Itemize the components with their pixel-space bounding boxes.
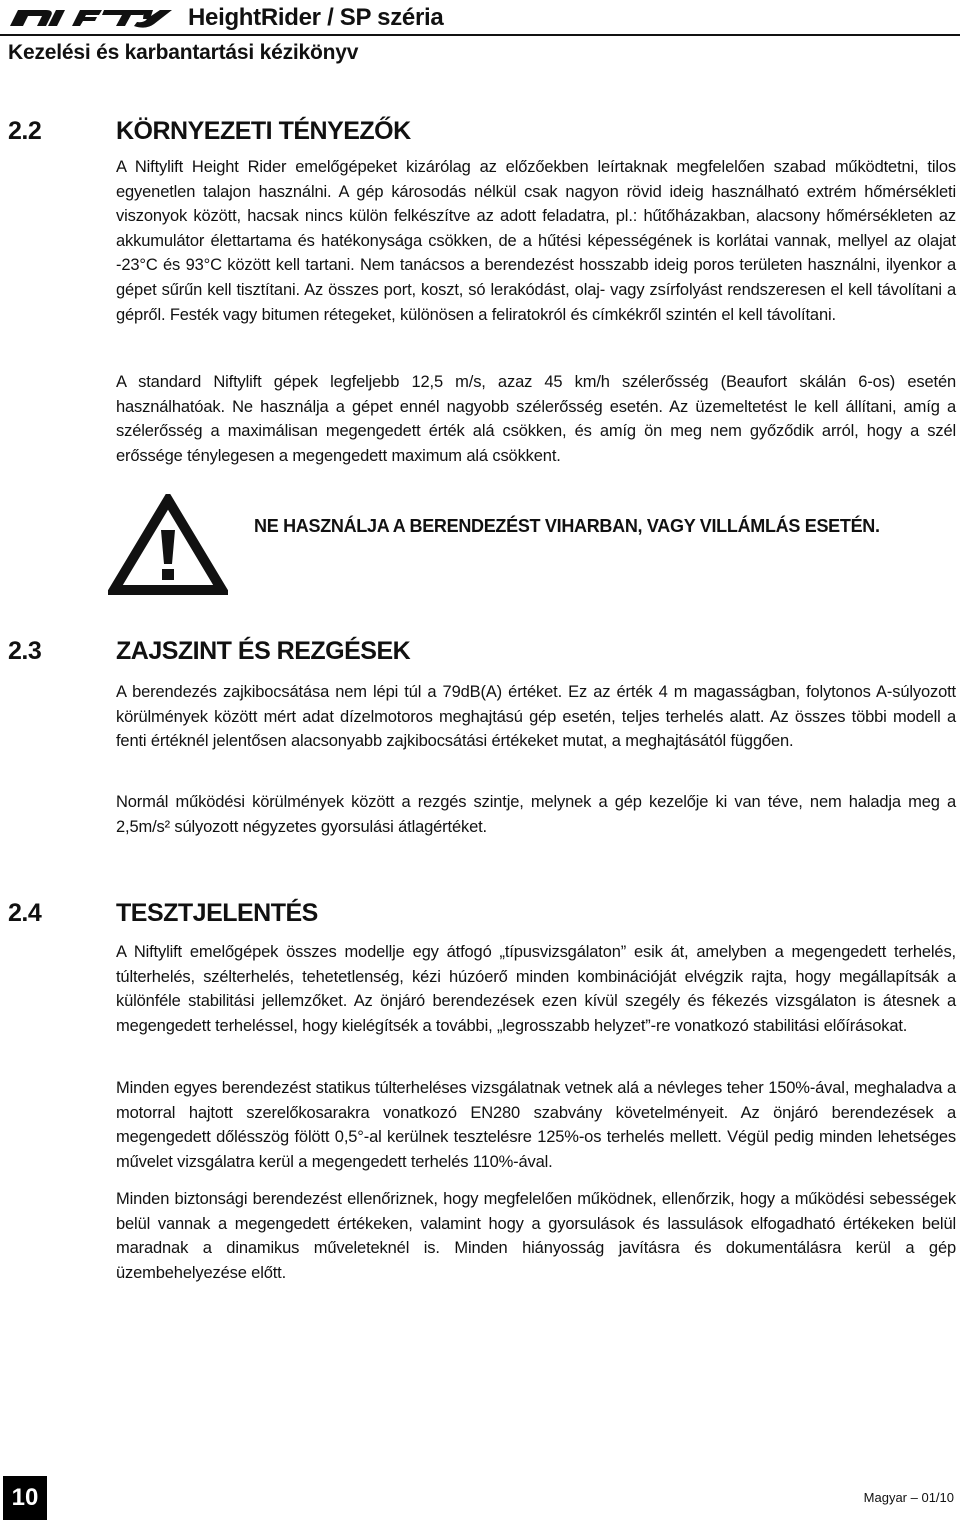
section-number: 2.4 xyxy=(8,899,42,927)
manual-title: Kezelési és karbantartási kézikönyv xyxy=(8,41,359,64)
header-divider xyxy=(0,34,960,36)
section-title: KÖRNYEZETI TÉNYEZŐK xyxy=(116,117,411,145)
paragraph: Minden egyes berendezést statikus túlterheléses vizsgálatnak vetnek alá a névleges teher 150%-ával, meghaladva a motorral hajtott szerelőkosarakra vonatkozó EN280 szabvány követelményeit. Az önjáró berendezések a megengedett dőlésszög fölött 0,5°-al kerülnek tesztelésre 125%-os terhelés mellett. Végül pedig minden lehetséges művelet vizsgálatra kerül a megengedett terhelés 110%-ával. xyxy=(116,1079,956,1171)
section-title: TESZTJELENTÉS xyxy=(116,899,318,927)
paragraph: A Niftylift emelőgépek összes modellje egy átfogó „típusvizsgálaton” esik át, amelyben a megengedett terhelés, túlterhelés, szélterhelés, tehetetlenség, kézi húzóerő minden kombinációját elvégzik rajta, hogy megállapítsák a különféle stabilitási jellemzőket. Az önjáró berendezések ezen kívül szegély és fékezés vizsgálaton is átesnek a megengedett terheléssel, hogy kielégítsék a további, „legrosszabb helyzet”-re vonatkozó stabilitási előírásokat. xyxy=(116,943,956,1035)
niftylift-logo xyxy=(6,4,178,30)
warning-text: NE HASZNÁLJA A BERENDEZÉST VIHARBAN, VAGY VILLÁMLÁS ESETÉN. xyxy=(254,516,880,536)
page-header xyxy=(0,0,960,64)
paragraph: A Niftylift Height Rider emelőgépeket kizárólag az előzőekben leírtaknak megfelelően szabad működtetni, tilos egyenetlen talajon használni. A gép károsodás nélkül csak nagyon rövid ideig használható extrém hőmérsékleti viszonyok között, hacsak nincs külön felkészítve az adott feladatra, pl.: hűtőházakban, alacsony hőmérsékleten az akkumulátor élettartama és hatékonysága csökken, de a hűtési képességének is korlátai vannak, mellyel az olajat -23°C és 93°C között kell tartani. Nem tanácsos a berendezést hosszabb ideig poros területen használni, ilyenkor a gépet sűrűn kell tisztítani. Az összes port, koszt, só lerakódást, olaj- vagy zsírfolyást rendszeresen el kell távolítani a gépről. Festék vagy bitumen rétegeket, különösen a feliratokról és címkékről szintén el kell távolítani. xyxy=(116,158,956,324)
paragraph: A standard Niftylift gépek legfeljebb 12,5 m/s, azaz 45 km/h szélerősség (Beaufort skálán 6-os) esetén használhatóak. Ne használja a gépet ennél nagyobb szélerősség esetén. Az üzemeltetést le kell állítani, amíg a szélerősség a maximálisan megengedett érték alá csökken, és amíg ön meg nem győződik arról, hogy a szél erőssége ténylegesen a megengedett maximum alá csökkent. xyxy=(116,373,956,465)
paragraph: Minden biztonsági berendezést ellenőriznek, hogy megfelelően működnek, ellenőrzik, hogy a működési sebességek belül vannak a megengedett értékeken, valamint hogy a gyorsulások és lassulások elfogadható értékeken belül maradnak a dinamikus műveleteknél is. Minden hiányosság javításra és dokumentálásra kerül a gép üzembehelyezése előtt. xyxy=(116,1190,956,1282)
section-number: 2.2 xyxy=(8,117,42,145)
edition-label: Magyar – 01/10 xyxy=(863,1490,954,1505)
paragraph: A berendezés zajkibocsátása nem lépi túl a 79dB(A) értéket. Ez az érték 4 m magasságban, folytonos A-súlyozott körülmények között mért adat dízelmotoros meghajtású gép esetén, teljes terhelés alatt. Az összes többi modell a fenti értéknél jelentősen alacsonyabb zajkibocsátási értékeket mutat, a meghajtásától függően. xyxy=(116,683,956,751)
paragraph: Normál működési körülmények között a rezgés szintje, melynek a gép kezelője ki van téve, nem haladja meg a 2,5m/s² súlyozott négyzetes gyorsulási átlagértéket. xyxy=(116,793,956,836)
page-number: 10 xyxy=(3,1476,47,1520)
warning-icon xyxy=(108,494,228,596)
section-title: ZAJSZINT ÉS REZGÉSEK xyxy=(116,637,411,665)
model-series-title: HeightRider / SP széria xyxy=(188,4,444,31)
section-number: 2.3 xyxy=(8,637,42,665)
